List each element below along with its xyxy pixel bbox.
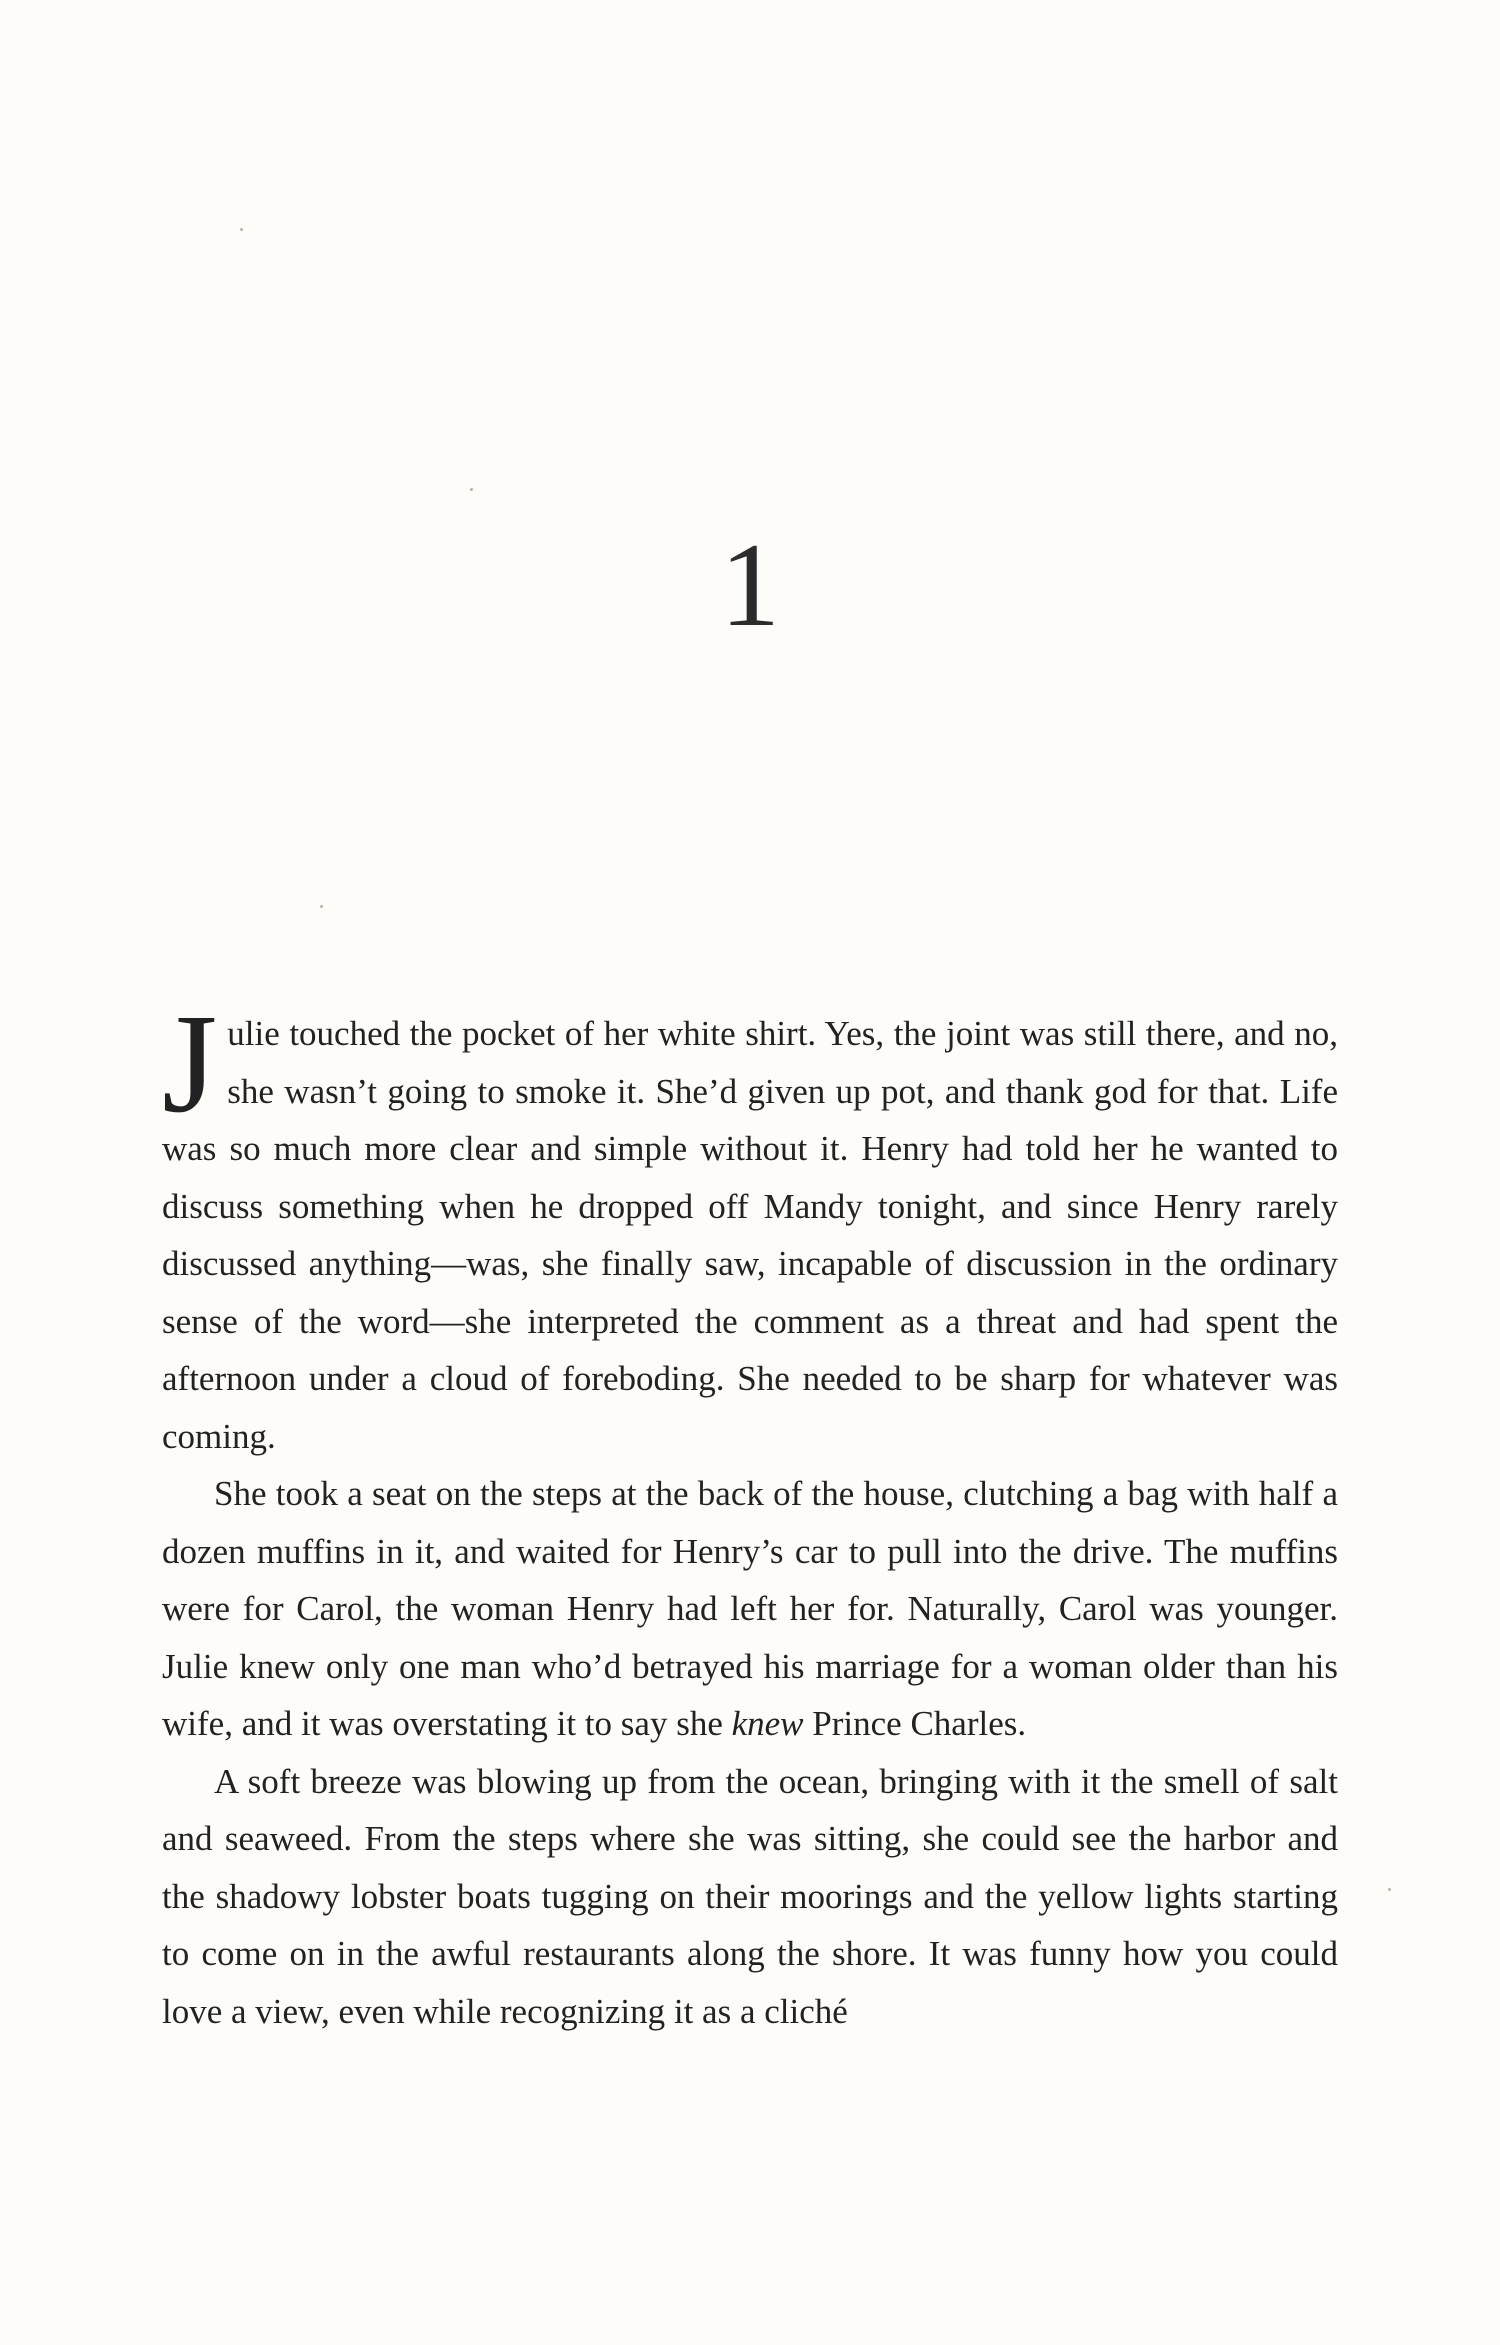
paper-speck: [320, 905, 323, 908]
emphasized-word: knew: [731, 1704, 804, 1743]
paper-speck: [470, 488, 473, 491]
drop-cap: J: [162, 984, 218, 1142]
paper-speck: [240, 228, 243, 231]
chapter-body: [162, 984, 1338, 2040]
paragraph-text: ulie touched the pocket of her white shirt. Yes, the joint was still there, and no, she wasn’t going to smoke it. She’d given up pot, and thank god for that. Life was so much more clear and simple without it. Henry had told her he wanted to discuss something when he dropped off Mandy tonight, and since Henry rarely discussed anything—was, she finally saw, incapable of discussion in the ordinary sense of the word—she interpreted the comment as a threat and had spent the afternoon under a cloud of foreboding. She needed to be sharp for whatever was coming.: [162, 1014, 1338, 1456]
paper-speck: [1388, 1888, 1391, 1891]
paragraph: [162, 1753, 1338, 2041]
paragraph: [162, 984, 1338, 1465]
paragraph: [162, 1465, 1338, 1753]
chapter-number: 1: [720, 518, 780, 651]
paragraph-text: A soft breeze was blowing up from the ocean, bringing with it the smell of salt and seaweed. From the steps where she was sitting, she could see the harbor and the shadowy lobster boats tugging on their moorings and the yellow lights starting to come on in the awful restaurants along the shore. It was funny how you could love a view, even while recognizing it as a cliché: [162, 1761, 1338, 2031]
paragraph-text: She took a seat on the steps at the back of the house, clutching a bag with half a dozen muffins in it, and waited for Henry’s car to pull into the drive. The muffins were for Carol, the woman Henry had left her for. Naturally, Carol was younger. Julie knew only one man who’d betrayed his marriage for a woman older than his wife, and it was overstating it to say she: [162, 1474, 1338, 1743]
paragraph-text: Prince Charles.: [803, 1704, 1027, 1743]
